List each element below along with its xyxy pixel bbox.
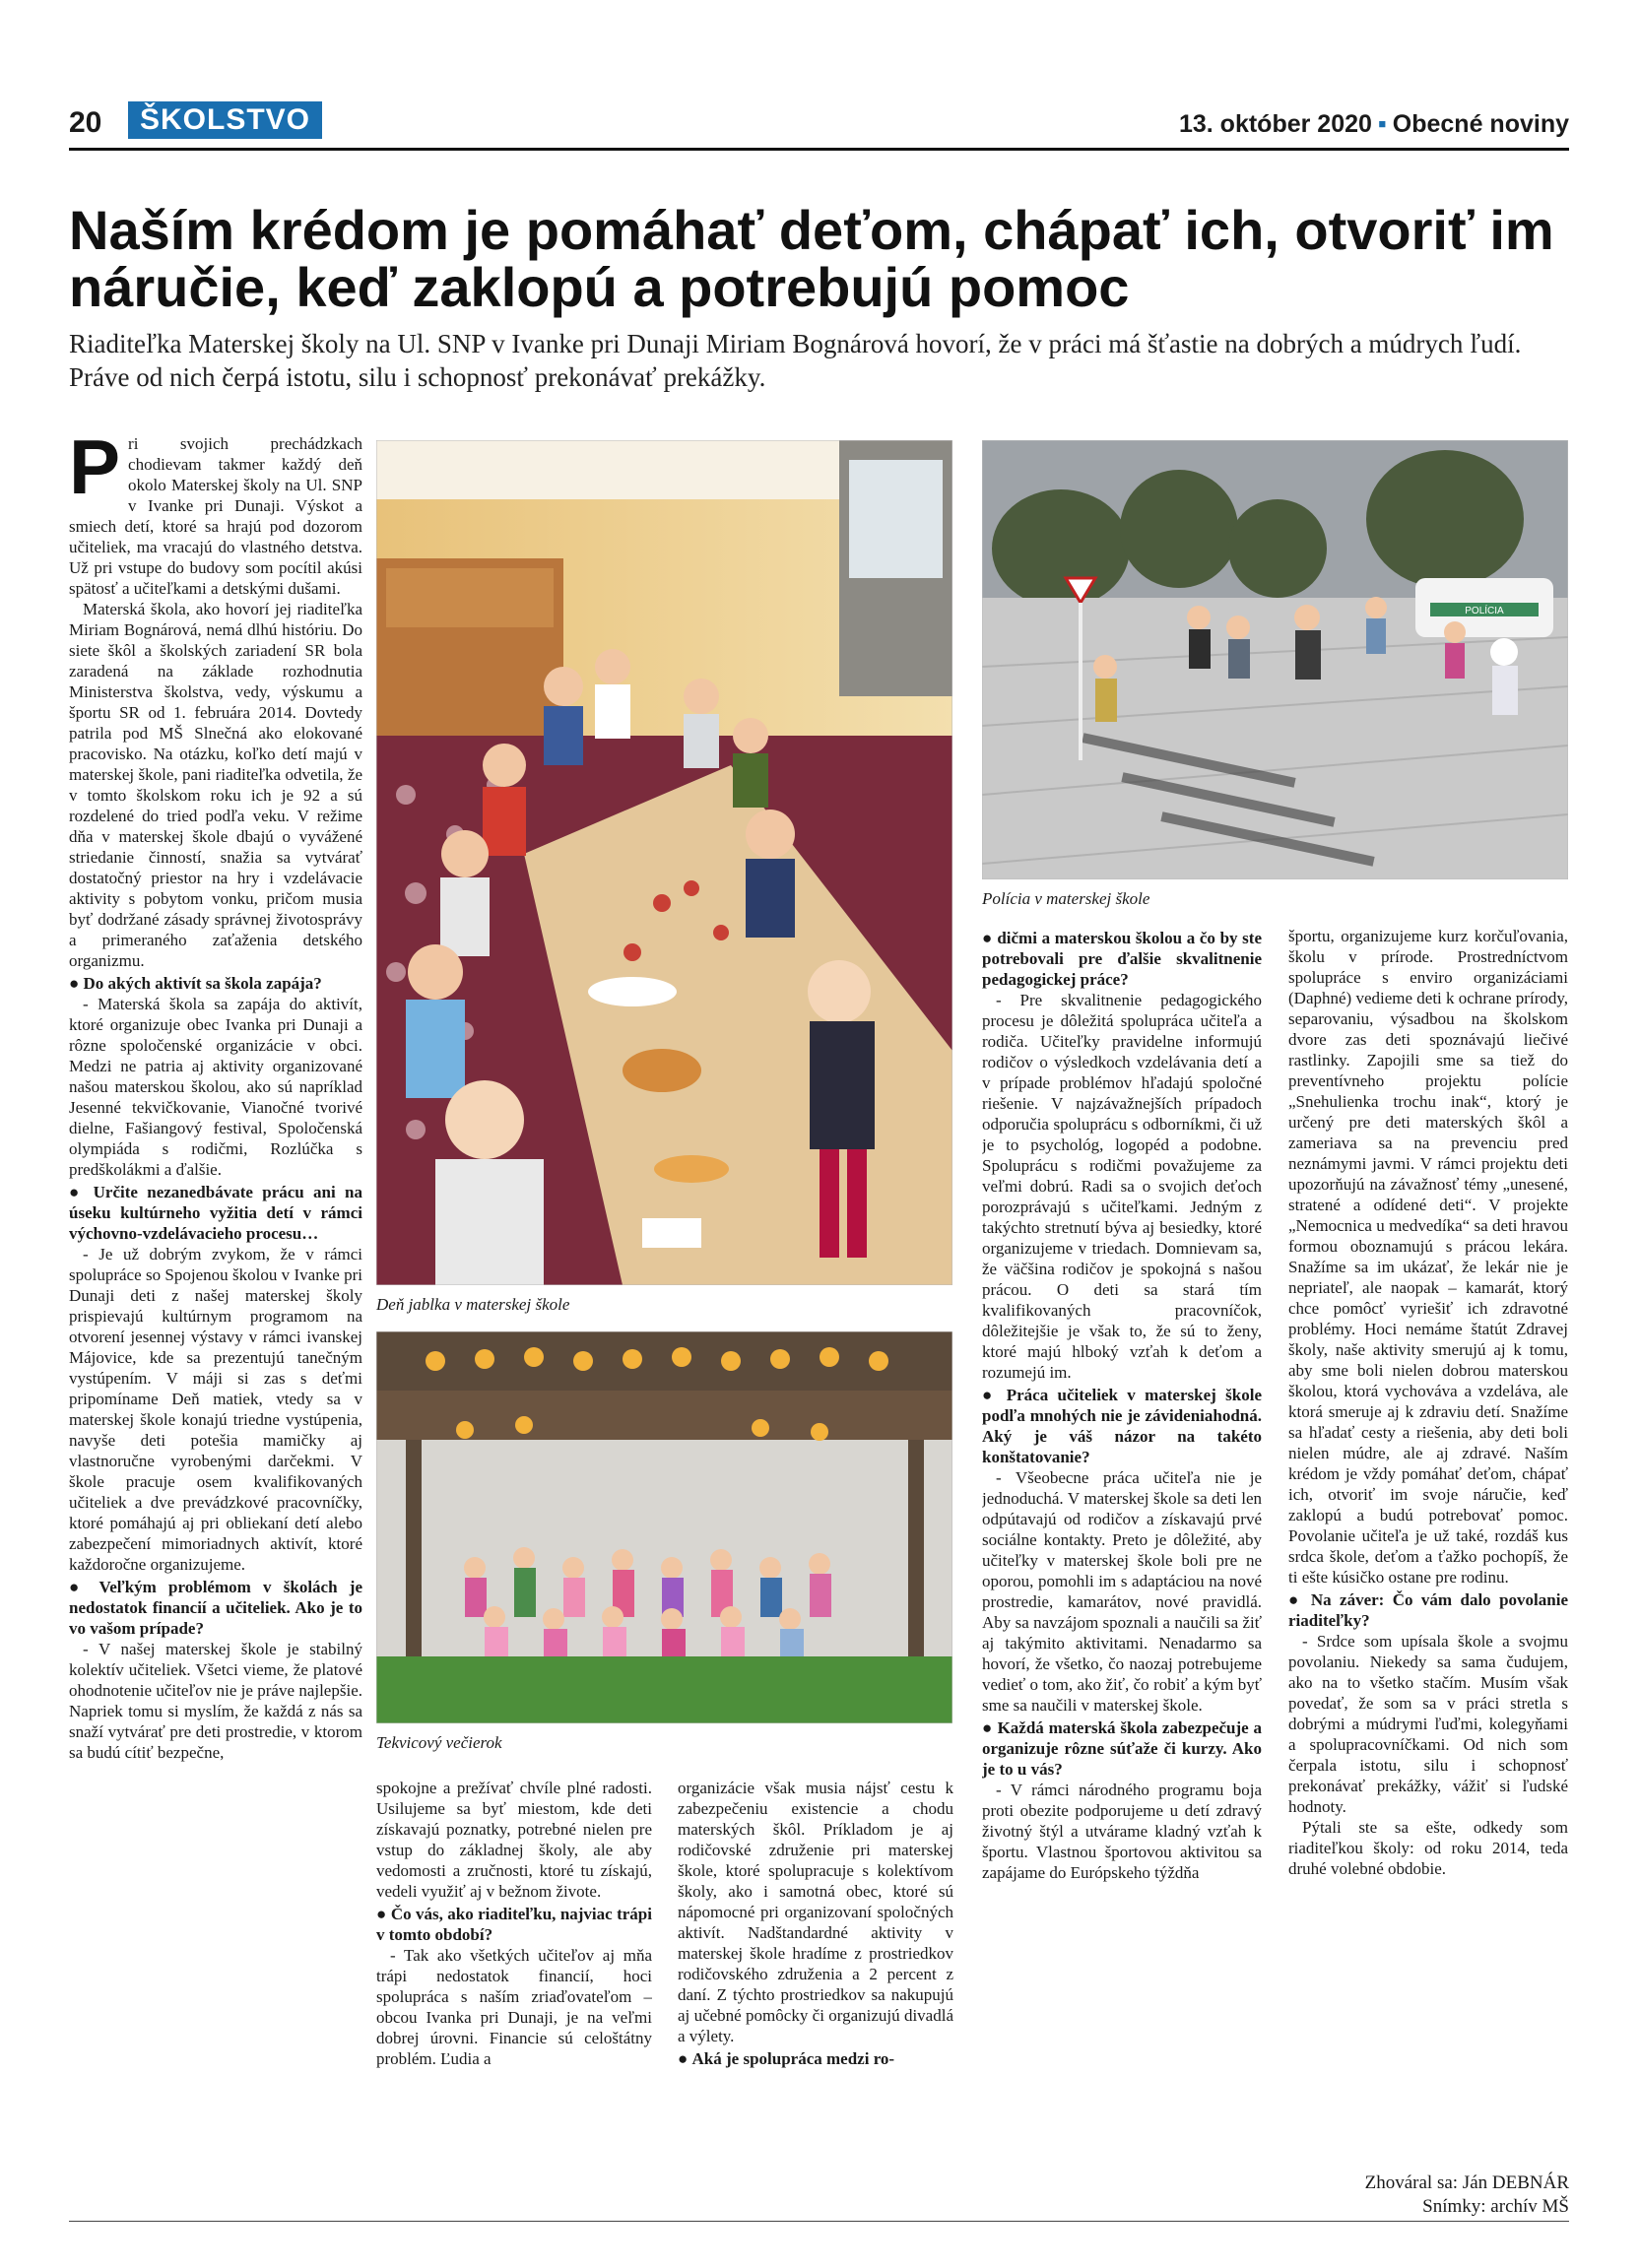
- photo-apple-day: [376, 440, 952, 1285]
- pumpkin-party-photo-illustration: [376, 1331, 952, 1723]
- separator-dot: ▪: [1377, 110, 1387, 138]
- interview-question: ● Každá materská škola zabezpečuje a organizuje rôzne súťaže či kurzy. Ako je to u vás?: [982, 1717, 1262, 1780]
- interview-answer: - V rámci národného programu boja proti obezite podporujeme u detí zdravý životný štýl a utvárame kladný vzťah k športu. Vlastnou športovou aktivitou sa zapájame do Európskeho týždňa: [982, 1781, 1262, 1882]
- newspaper-name: Obecné noviny: [1392, 110, 1569, 138]
- photo-caption: Tekvicový večierok: [376, 1733, 502, 1752]
- photo-caption: Deň jablka v materskej škole: [376, 1295, 570, 1314]
- interview-question: ● Práca učiteliek v materskej škole podľa mnohých nie je závideniahodná. Aký je váš názor na takéto konštatovanie?: [982, 1385, 1262, 1467]
- interview-question: ● Veľkým problémom v školách je nedostatok financií a učiteliek. Ako je to vo vašom prípade?: [69, 1577, 362, 1639]
- interview-answer: - Všeobecne práca učiteľa nie je jednoduchá. V materskej škole sa deti len odpútavajú od rodičov a získavajú prvé sociálne kontakty. Preto je dôležité, aby učiteľky v materskej škole boli pre ne oporou, pomohli im s adaptáciou na nové prostredie, kamarátov, nové pravidlá. Aby sa navzájom spoznali a naučili sa žiť aj takýmito aktivitami. Nenadarmo sa hovorí, že všetko, čo naozaj potrebujeme vedieť o tom, ako žiť, čo robiť a kým byť sme sa naučili v materskej škole.: [982, 1468, 1262, 1715]
- article-lede: Riaditeľka Materskej školy na Ul. SNP v Ivanke pri Dunaji Miriam Bognárová hovorí, že v práci má šťastie na dobrých a múdrych ľudí. Práve od nich čerpá istotu, silu i schopnosť prekonávať prekážky.: [69, 329, 1522, 392]
- article-column-3: [678, 1778, 953, 2117]
- article-column-5: [1288, 926, 1568, 2162]
- interview-question: ● Do akých aktivít sa škola zapája?: [69, 973, 362, 994]
- article-column-1: [69, 433, 362, 2117]
- interview-question: ● Určite nezanedbávate prácu ani na úseku kultúrneho vyžitia detí v rámci výchovno-vzdelávacieho procesu…: [69, 1182, 362, 1244]
- paragraph: ri svojich prechádzkach chodievam takmer každý deň okolo Materskej školy na Ul. SNP v Ivanke pri Dunaji. Výskot a smiech detí, ktoré sa hrajú pod dozorom učiteliek, ma vracajú do vlastného detstva. Už pri vstupe do budovy som pocítil akúsi spätosť a učiteľkami a detskými dušami.: [69, 434, 362, 598]
- interview-answer: - Srdce som upísala škole a svojmu povolaniu. Niekedy sa sama čudujem, ako na to všetko stačím. Musím však povedať, že som sa v práci stretla s dobrými a múdrymi ľuďmi, kolegyňami a spolupracovníčkami. Od nich som čerpala istotu, silu i schopnosť prekonávať prekážky, vážiť si ľudské hodnoty.: [1288, 1632, 1568, 1816]
- section-label: ŠKOLSTVO: [128, 101, 322, 139]
- header-dateline: [1179, 110, 1569, 139]
- photo-caption: Polícia v materskej škole: [982, 889, 1150, 908]
- drop-cap: P: [69, 433, 121, 510]
- interview-question: ● Aká je spolupráca medzi ro-: [678, 2048, 953, 2069]
- police-car-label: POLÍCIA: [1465, 606, 1504, 616]
- interview-answer: - Je už dobrým zvykom, že v rámci spolupráce so Spojenou školou v Ivanke pri Dunaji deti z našej materskej školy prispievajú kultúrnym programom na otvorení jesennej výstavy v rámci ivanskej Májovice, kde sa prezentujú tanečným vystúpením. V máji si zas s deťmi pripomíname Deň matiek, vtedy sa v materskej škole konajú triedne vystúpenia, navyše deti potešia mamičky aj vlastnoručne vyrobenými darčekmi. V škole pracuje osem kvalifikovaných učiteliek a dve prevádzkové pracovníčky, ktoré pomáhajú aj pri obliekaní detí alebo zabezpečení mimoriadnych aktivít, ktoré každoročne organizujeme.: [69, 1245, 362, 1574]
- article-column-2: [376, 1778, 652, 2117]
- footer-rule: [69, 2221, 1569, 2222]
- interview-question: ● Čo vás, ako riaditeľku, najviac trápi v tomto období?: [376, 1904, 652, 1945]
- paragraph: spokojne a prežívať chvíle plné radosti. Usilujeme sa byť miestom, kde deti získavajú poznatky, potrebné nielen pre vstup do základnej školy, ale aby vedomosti a zručnosti, ktoré tu získajú, vedeli využiť aj v bežnom živote.: [376, 1779, 652, 1901]
- interview-answer: - Materská škola sa zapája do aktivít, ktoré organizuje obec Ivanka pri Dunaji a rôzne spoločenské organizácie v obci. Medzi ne patria aj aktivity organizované našou materskou školou, ako sú napríklad Jesenné tekvičkovanie, Vianočné tvorivé dielne, Fašiangový festival, Spoločenská olympiáda s rodičmi, Rozlúčka s predškolákmi a ďalšie.: [69, 995, 362, 1179]
- classroom-photo-illustration: [376, 440, 952, 1285]
- interview-answer: - V našej materskej škole je stabilný kolektív učiteliek. Všetci vieme, že platové ohodnotenie učiteľov nie je práve najlepšie. Napriek tomu si myslím, že každá z nás sa snaží vytvárať pre deti prostredie, v ktorom sa budú cítiť bezpečne,: [69, 1640, 362, 1762]
- interview-question: ● dičmi a materskou školou a čo by ste potrebovali pre ďalšie skvalitnenie pedagogickej práce?: [982, 928, 1262, 990]
- article-column-4: [982, 926, 1262, 2117]
- interview-answer: - Pre skvalitnenie pedagogického procesu je dôležitá spolupráca učiteľa a rodiča. Učiteľky pravidelne informujú rodičov o výsledkoch vzdelávania detí a v prípade problémov hľadajú spoločné riešenie. V najzávažnejších prípadoch odporučia spoluprácu s odborníkmi, či už je to psychológ, logopéd a podobne. Spoluprácu s rodičmi považujeme za veľmi dobrú. Radi sa o svojich deťoch porozprávajú s učiteľkami. Jedným z takýchto stretnutí býva aj besiedky, ktoré organizujeme v triedach. Domnievam sa, že väčšina rodičov je spokojná s našou prácou. O deti sa stará tím kvalifikovaných pracovníčok, dôležitejšie je však to, že sú to ženy, ktoré majú hlboký vzťah k deťom a rozumejú im.: [982, 991, 1262, 1382]
- paragraph: Materská škola, ako hovorí jej riaditeľka Miriam Bognárová, nemá dlhú históriu. Do siete škôl a školských zariadení SR bola zaradená na základe rozhodnutia Ministerstva školstva, vedy, výskumu a športu SR od 1. februára 2014. Dovtedy patrila pod MŠ Slnečná ako elokované pracovisko. Na otázku, koľko detí majú v materskej škole, pani riaditeľka odvetila, že v tomto školskom roku ich je 92 a sú rozdelené do tried podľa veku. V režime dňa v materskej škole dbajú o vyvážené striedanie činností, snažia sa vytvárať dostatočný priestor na hry i vzdelávacie aktivity s pobytom vonku, pričom musia byť dodržané zásady správnej životosprávy a primeraného zaťaženia detského organizmu.: [69, 600, 362, 970]
- article-headline: Naším krédom je pomáhať deťom, chápať ich, otvoriť im náručie, keď zaklopú a potrebujú pomoc: [69, 199, 1554, 318]
- photo-credit: Snímky: archív MŠ: [1422, 2196, 1569, 2217]
- paragraph: Pýtali ste sa ešte, odkedy som riaditeľkou školy: od roku 2014, teda druhé volebné obdobie.: [1288, 1818, 1568, 1878]
- paragraph: organizácie však musia nájsť cestu k zabezpečeniu existencie a chodu materských škôl. Príkladom je aj rodičovské združenie pri materskej škole, ktoré spolupracuje s kolektívom školy, ako i samotná obec, ktoré sú nápomocné pri organizovaní spoločných aktivít. Nadštandardné aktivity v materskej škole hradíme z prostriedkov rodičovského združenia a 2 percent z daní. Z týchto prostriedkov sa nakupujú aj učebné pomôcky či organizujú divadlá a výlety.: [678, 1779, 953, 2045]
- photo-police: [982, 440, 1568, 879]
- photo-pumpkin-party: [376, 1331, 952, 1723]
- header-rule: [69, 148, 1569, 151]
- paragraph: športu, organizujeme kurz korčuľovania, školu v prírode. Prostredníctvom spolupráce s enviro organizáciami (Daphné) vedieme deti k ochrane prírody, separovaniu, výsadbou na školskom dvore zas deti spoznávajú liečivé rastlinky. Zapojili sme sa tiež do preventívneho projektu polície „Snehulienka trochu inak“, ktorý je určený pre deti materských škôl a zameriava sa na prevenciu pred neznámymi javmi. V rámci projektu deti upozorňujú na závažnosť témy „unesené, stratené a odídené deti“. V projekte „Nemocnica u medvedíka“ sa deti hravou formou oboznamujú s prácou lekára. Snažíme sa im ukázať, že lekár nie je nepriateľ, ale naopak – kamarát, ktorý chce pomôcť vyriešiť ich zdravotné problémy. Hoci nemáme štatút Zdravej školy, naše aktivity smerujú aj k tomu, aby sme boli nielen dobrou materskou školou, ktorá vychováva a vzdeláva, ale ktorá smeruje aj k zdraviu detí. Snažíme sa hľadať cesty a riešenia, aby deti boli nielen múdre, ale aj zdravé. Naším krédom je vždy pomáhať deťom, chápať ich, otvoriť im svoje náručie, keď zaklopú a budú potrebovať pomoc. Povolanie učiteľa je už také, rozdáš kus srdca škole, deťom a ťažko pochopíš, že ti ešte kúsičko ostane pre rodinu.: [1288, 927, 1568, 1587]
- interview-question: ● Na záver: Čo vám dalo povolanie riaditeľky?: [1288, 1589, 1568, 1631]
- interviewer-credit: Zhováral sa: Ján DEBNÁR: [1364, 2172, 1569, 2193]
- issue-date: 13. október 2020: [1178, 110, 1372, 138]
- page-number: 20: [69, 106, 102, 139]
- interview-answer: - Tak ako všetkých učiteľov aj mňa trápi nedostatok financií, hoci spolupráca s naším zriaďovateľom – obcou Ivanka pri Dunaji, je na veľmi dobrej úrovni. Financie sú celoštátny problém. Ľudia a: [376, 1946, 652, 2068]
- article-credit: [1365, 2171, 1569, 2219]
- police-photo-illustration: [982, 440, 1568, 879]
